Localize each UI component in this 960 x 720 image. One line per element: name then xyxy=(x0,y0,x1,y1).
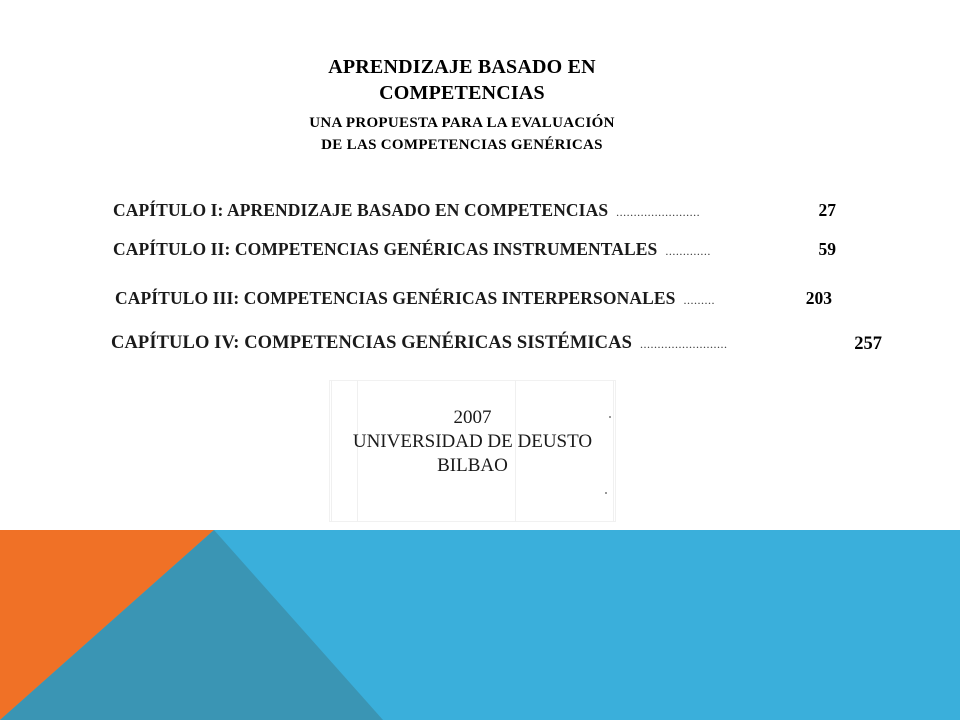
decorative-bottom-band xyxy=(0,530,960,720)
publication-year: 2007 xyxy=(453,407,492,428)
toc-leader-dots: ......... xyxy=(683,293,715,307)
scan-speck xyxy=(605,492,607,494)
toc-page-number: 59 xyxy=(818,239,836,259)
toc-row xyxy=(113,239,711,260)
subtitle-line-1: UNA PROPUESTA PARA LA EVALUACIÓN xyxy=(309,115,615,131)
subtitle-line-2: DE LAS COMPETENCIAS GENÉRICAS xyxy=(321,137,603,153)
title-line-1: APRENDIZAJE BASADO EN xyxy=(328,56,596,78)
publication-info-scan xyxy=(329,380,616,522)
toc-page-number: 257 xyxy=(854,334,882,354)
toc-row xyxy=(115,288,715,309)
toc-row xyxy=(111,333,728,354)
scan-speck xyxy=(609,416,611,418)
subtitle-block xyxy=(0,112,924,156)
toc-chapter-title: CAPÍTULO II: COMPETENCIAS GENÉRICAS INSTRUMENTALES xyxy=(113,239,658,259)
publication-city: BILBAO xyxy=(437,455,508,476)
publication-publisher: UNIVERSIDAD DE DEUSTO xyxy=(352,431,593,452)
toc-leader-dots: ......................... xyxy=(640,337,728,351)
toc-page-number: 203 xyxy=(805,288,832,308)
toc-row xyxy=(113,200,700,221)
toc-leader-dots: ............. xyxy=(665,244,711,258)
title-block xyxy=(0,54,924,156)
publication-text xyxy=(329,406,616,478)
toc-chapter-title: CAPÍTULO I: APRENDIZAJE BASADO EN COMPETENCIAS xyxy=(113,200,609,220)
toc-chapter-title: CAPÍTULO III: COMPETENCIAS GENÉRICAS INTERPERSONALES xyxy=(115,288,676,308)
toc-page-number: 27 xyxy=(818,200,836,220)
toc-leader-dots: ........................ xyxy=(616,205,701,219)
toc-chapter-title: CAPÍTULO IV: COMPETENCIAS GENÉRICAS SISTÉMICAS xyxy=(111,333,632,353)
title-line-2: COMPETENCIAS xyxy=(379,82,545,104)
